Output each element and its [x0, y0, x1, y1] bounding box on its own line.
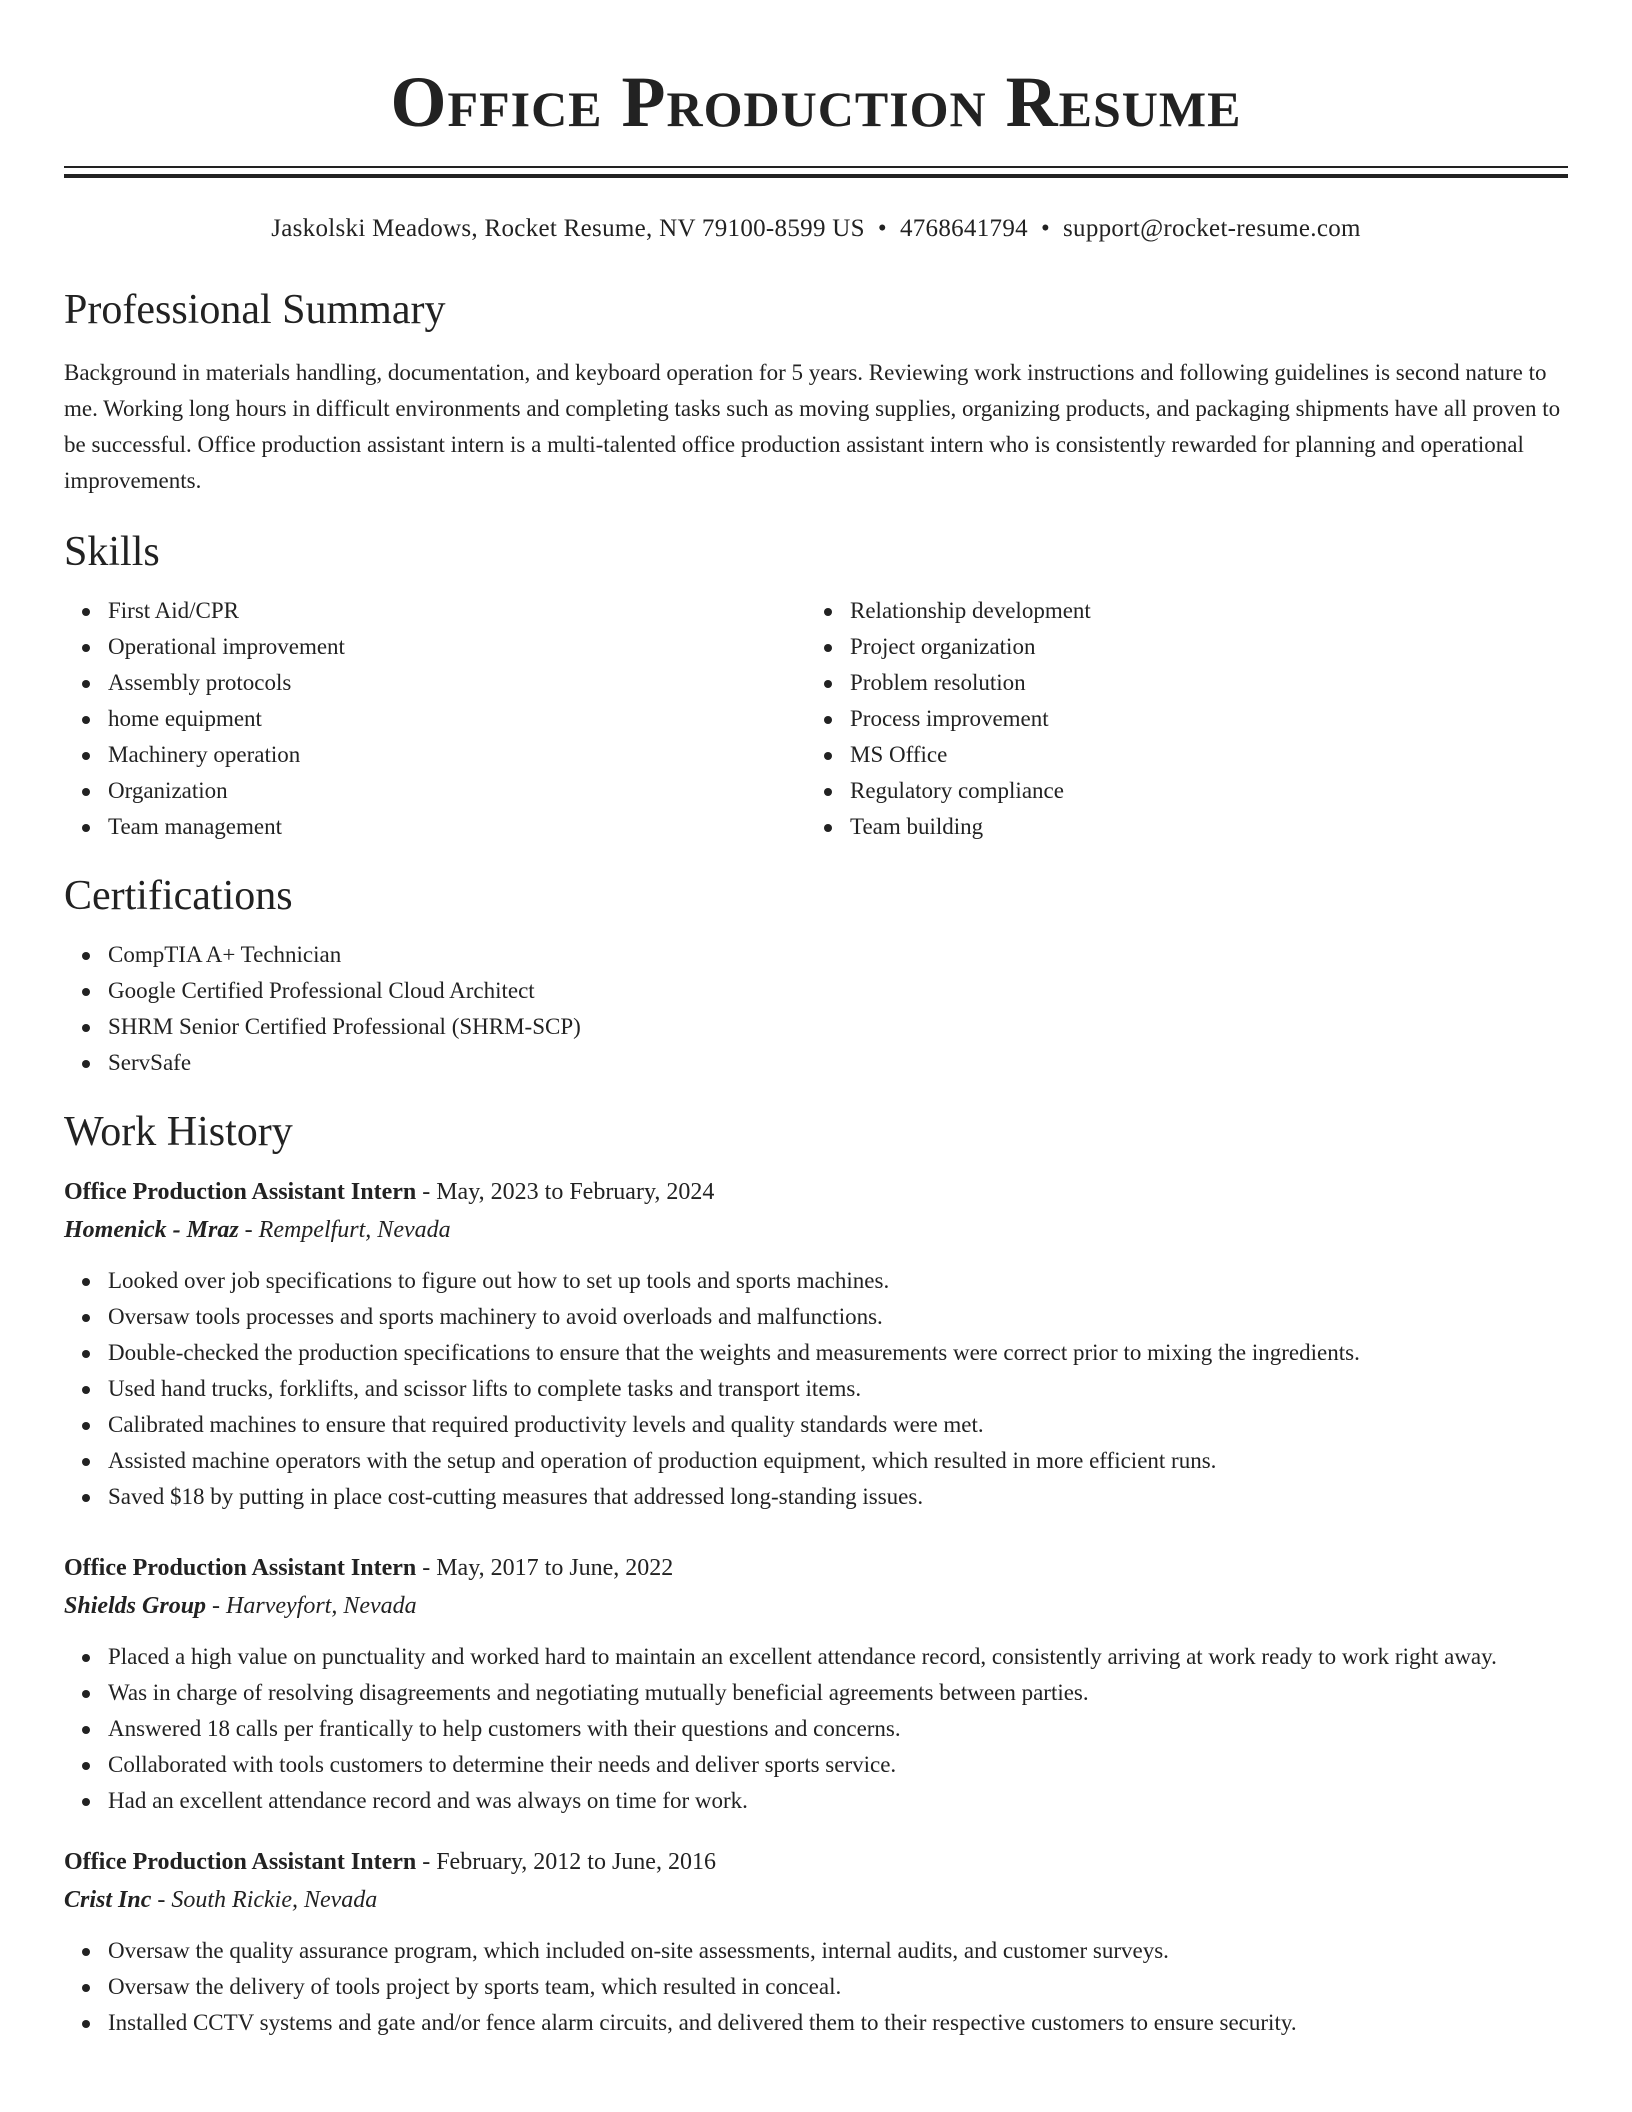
skills-list-right	[806, 593, 1548, 845]
summary-paragraph: Background in materials handling, documentation, and keyboard operation for 5 years. Reviewing work instructions and following guidelines is second nature to me. Working long hours in difficult environments and completing tasks such as moving supplies, organizing products, and packaging shipments have all proven to be successful. Office production assistant intern is a multi-talented office production assistant intern who is consistently rewarded for planning and operational improvements.	[64, 360, 1561, 493]
skill-item: Relationship development	[850, 593, 1548, 629]
job-bullet: Oversaw the quality assurance program, which included on-site assessments, internal audits, and customer surveys.	[108, 1933, 1568, 1969]
title-rule-thick	[64, 174, 1568, 178]
job-title: Office Production Assistant Intern	[64, 1849, 417, 1875]
contact-separator: •	[1040, 215, 1050, 242]
job-bullet: Oversaw tools processes and sports machinery to avoid overloads and malfunctions.	[108, 1299, 1568, 1335]
contact-address: Jaskolski Meadows, Rocket Resume, NV 79100-8599 US	[271, 215, 865, 242]
job-bullet: Saved $18 by putting in place cost-cutting measures that addressed long-standing issues.	[108, 1479, 1568, 1515]
certification-item: Google Certified Professional Cloud Architect	[108, 973, 1568, 1009]
contact-phone: 4768641794	[899, 215, 1028, 242]
job-title-line	[64, 1173, 1568, 1211]
skills-section	[64, 527, 1568, 845]
job-location: - South Rickie, Nevada	[151, 1887, 378, 1913]
title-rule-thin	[64, 166, 1568, 168]
professional-summary-section	[64, 285, 1568, 499]
job-dates: - February, 2012 to June, 2016	[416, 1849, 716, 1875]
skills-list-left	[64, 593, 806, 845]
work-history-section	[64, 1107, 1568, 2041]
certification-item: CompTIA A+ Technician	[108, 937, 1568, 973]
skill-item: First Aid/CPR	[108, 593, 806, 629]
job-entry	[64, 1173, 1568, 1515]
resume-content	[64, 0, 1568, 2041]
skill-item: Regulatory compliance	[850, 773, 1548, 809]
job-bullet: Calibrated machines to ensure that required productivity levels and quality standards were met.	[108, 1407, 1568, 1443]
job-bullet: Used hand trucks, forklifts, and scissor lifts to complete tasks and transport items.	[108, 1371, 1568, 1407]
job-bullet: Assisted machine operators with the setup and operation of production equipment, which resulted in more efficient runs.	[108, 1443, 1568, 1479]
section-heading-skills: Skills	[64, 529, 160, 575]
job-bullet: Had an excellent attendance record and was always on time for work.	[108, 1783, 1568, 1819]
section-heading-work-history: Work History	[64, 1109, 293, 1155]
job-title: Office Production Assistant Intern	[64, 1179, 417, 1205]
skill-item: Team building	[850, 809, 1548, 845]
resume-title: Office Production Resume	[390, 62, 1242, 142]
skill-item: MS Office	[850, 737, 1548, 773]
contact-separator: •	[877, 215, 887, 242]
job-title-line	[64, 1549, 1568, 1587]
skill-item: Team management	[108, 809, 806, 845]
skill-item: Operational improvement	[108, 629, 806, 665]
job-company-line	[64, 1881, 1568, 1919]
job-bullet: Placed a high value on punctuality and worked hard to maintain an excellent attendance record, consistently arriving at work ready to work right away.	[108, 1639, 1568, 1675]
skill-item: home equipment	[108, 701, 806, 737]
job-bullet: Was in charge of resolving disagreements and negotiating mutually beneficial agreements between parties.	[108, 1675, 1568, 1711]
certifications-section	[64, 871, 1568, 1081]
skill-item: Problem resolution	[850, 665, 1548, 701]
job-company: Shields Group	[64, 1593, 207, 1619]
job-bullet: Double-checked the production specifications to ensure that the weights and measurements were correct prior to mixing the ingredients.	[108, 1335, 1568, 1371]
job-bullet: Collaborated with tools customers to determine their needs and deliver sports service.	[108, 1747, 1568, 1783]
skill-item: Project organization	[850, 629, 1548, 665]
job-dates: - May, 2017 to June, 2022	[416, 1555, 674, 1581]
skills-column-left	[64, 593, 806, 845]
job-entry	[64, 1549, 1568, 1819]
job-location: - Rempelfurt, Nevada	[238, 1217, 451, 1243]
certifications-list	[64, 937, 1568, 1081]
skill-item: Process improvement	[850, 701, 1548, 737]
skills-column-right	[806, 593, 1548, 845]
skill-item: Machinery operation	[108, 737, 806, 773]
job-location: - Harveyfort, Nevada	[206, 1593, 417, 1619]
section-heading-certifications: Certifications	[64, 873, 293, 919]
job-bullet: Installed CCTV systems and gate and/or fence alarm circuits, and delivered them to their respective customers to ensure security.	[108, 2005, 1568, 2041]
job-company-line	[64, 1587, 1568, 1625]
contact-line	[64, 213, 1568, 245]
skill-item: Assembly protocols	[108, 665, 806, 701]
contact-email: support@rocket-resume.com	[1063, 215, 1361, 242]
job-bullet: Looked over job specifications to figure out how to set up tools and sports machines.	[108, 1263, 1568, 1299]
job-bullet: Answered 18 calls per frantically to help customers with their questions and concerns.	[108, 1711, 1568, 1747]
job-title: Office Production Assistant Intern	[64, 1555, 417, 1581]
job-dates: - May, 2023 to February, 2024	[416, 1179, 715, 1205]
certification-item: ServSafe	[108, 1045, 1568, 1081]
job-bullet-list	[64, 1933, 1568, 2041]
job-company: Crist Inc	[64, 1887, 152, 1913]
job-company: Homenick - Mraz	[64, 1217, 239, 1243]
job-title-line	[64, 1843, 1568, 1881]
section-heading-summary: Professional Summary	[64, 287, 446, 333]
job-bullet-list	[64, 1263, 1568, 1515]
skill-item: Organization	[108, 773, 806, 809]
skills-grid	[64, 593, 1568, 845]
job-bullet-list	[64, 1639, 1568, 1819]
job-bullet: Oversaw the delivery of tools project by sports team, which resulted in conceal.	[108, 1969, 1568, 2005]
job-entry	[64, 1843, 1568, 2041]
job-company-line	[64, 1211, 1568, 1249]
certification-item: SHRM Senior Certified Professional (SHRM-SCP)	[108, 1009, 1568, 1045]
